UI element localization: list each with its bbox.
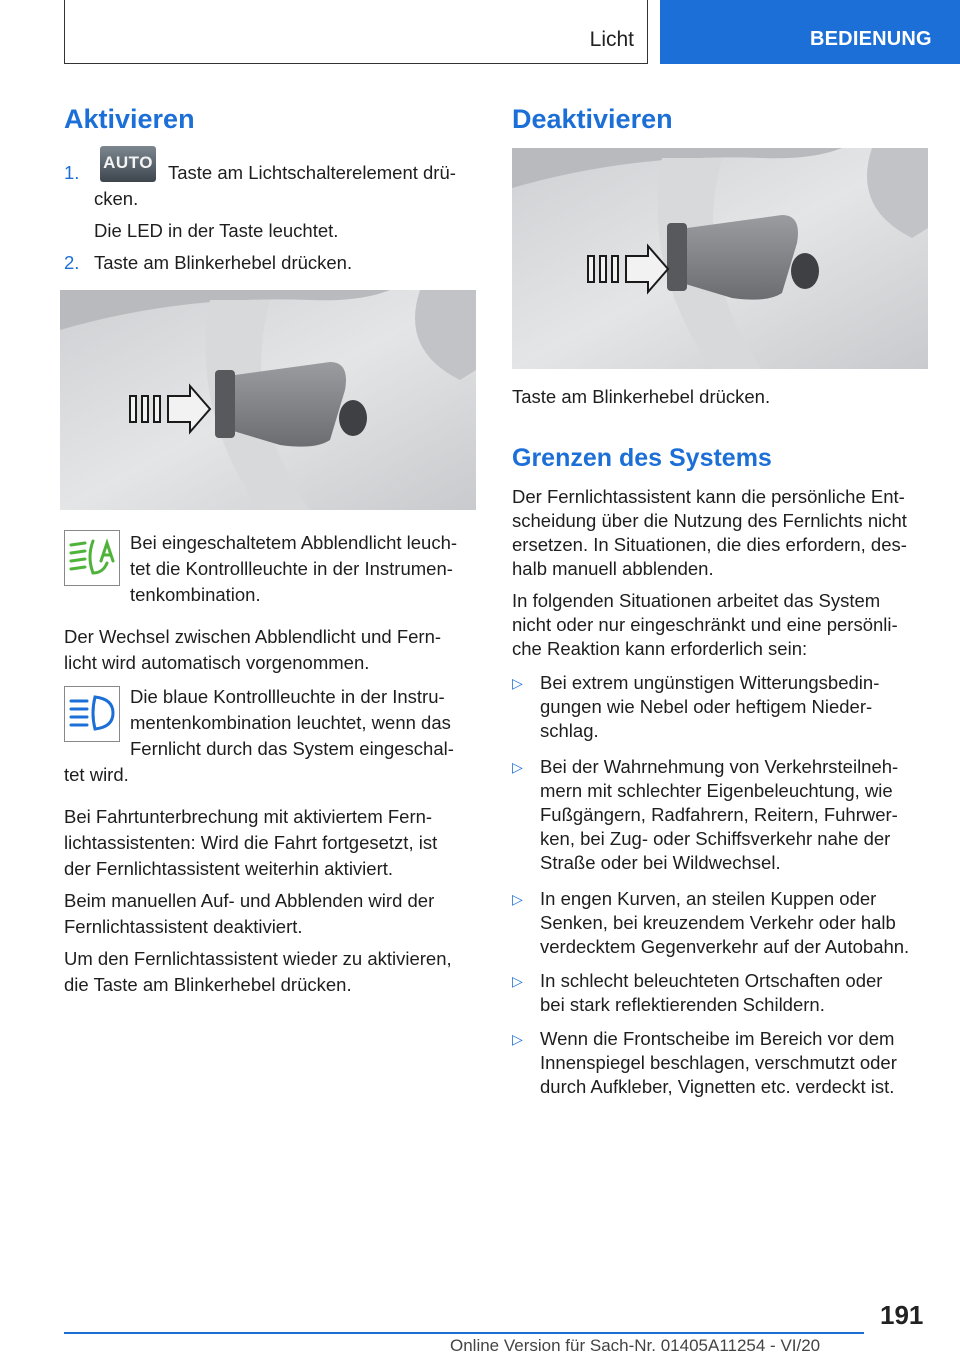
para-1-line-1: Der Wechsel zwischen Abblendlicht und Fern- bbox=[64, 626, 442, 647]
r-para-1-line-2: scheidung über die Nutzung des Fernlichts nicht bbox=[512, 510, 907, 531]
bullet-4-line-1: In schlecht beleuchteten Ortschaften oder bbox=[540, 970, 883, 991]
lever-illustration bbox=[60, 290, 476, 510]
bullet-2-line-3: Fußgängern, Radfahrern, Reitern, Fuhrwer- bbox=[540, 804, 898, 825]
para-1-line-2: licht wird automatisch vorgenommen. bbox=[64, 652, 370, 673]
r-para-2-line-2: nicht oder nur eingeschränkt und eine persönli- bbox=[512, 614, 898, 635]
heading-grenzen: Grenzen des Systems bbox=[512, 444, 772, 472]
bullet-3-line-1: In engen Kurven, an steilen Kuppen oder bbox=[540, 888, 877, 909]
step-2-number: 2. bbox=[64, 252, 80, 273]
low-beam-indicator-box bbox=[64, 530, 120, 586]
r-para-1-line-3: ersetzen. In Situationen, die dies erfordern, des- bbox=[512, 534, 907, 555]
step-1-result: Die LED in der Taste leuchtet. bbox=[94, 220, 339, 241]
header-frame bbox=[64, 0, 648, 64]
bullet-5-line-2: Innenspiegel beschlagen, verschmutzt oder bbox=[540, 1052, 897, 1073]
lever-illustration-2 bbox=[512, 148, 928, 369]
step-1-text-a: Taste am Lichtschalterelement drü- bbox=[168, 162, 456, 183]
step-2-text: Taste am Blinkerhebel drücken. bbox=[94, 252, 353, 273]
heading-deaktivieren: Deaktivieren bbox=[512, 104, 673, 134]
bullet-4-marker: ▷ bbox=[512, 973, 523, 989]
step-1-text-b: cken. bbox=[94, 188, 139, 209]
para-4-line-2: die Taste am Blinkerhebel drücken. bbox=[64, 974, 352, 995]
bullet-1-marker: ▷ bbox=[512, 675, 523, 691]
note-1-line-3: tenkombination. bbox=[130, 584, 261, 605]
bullet-4-line-2: bei stark reflektierenden Schildern. bbox=[540, 994, 825, 1015]
step-1-number: 1. bbox=[64, 162, 80, 183]
bullet-3-line-3: verdecktem Gegenverkehr auf der Autobahn. bbox=[540, 936, 910, 957]
bullet-2-line-4: ken, bei Zug- oder Schiffsverkehr nahe der bbox=[540, 828, 891, 849]
para-3-line-1: Beim manuellen Auf- und Abblenden wird der bbox=[64, 890, 435, 911]
bullet-1-line-2: gungen wie Nebel oder heftigem Nieder- bbox=[540, 696, 873, 717]
note-1-line-1: Bei eingeschaltetem Abblendlicht leuch- bbox=[130, 532, 458, 553]
r-para-2-line-3: che Reaktion kann erforderlich sein: bbox=[512, 638, 808, 659]
para-4-line-1: Um den Fernlichtassistent wieder zu aktivieren, bbox=[64, 948, 452, 969]
bullet-1-line-1: Bei extrem ungünstigen Witterungsbedin- bbox=[540, 672, 880, 693]
para-2-line-2: lichtassistenten: Wird die Fahrt fortgesetzt, ist bbox=[64, 832, 438, 853]
note-2-line-1: Die blaue Kontrollleuchte in der Instru- bbox=[130, 686, 445, 707]
bullet-2-marker: ▷ bbox=[512, 759, 523, 775]
bullet-3-marker: ▷ bbox=[512, 891, 523, 907]
note-2-line-4: tet wird. bbox=[64, 764, 129, 785]
page-number: 191 bbox=[880, 1300, 924, 1330]
heading-aktivieren: Aktivieren bbox=[64, 104, 195, 134]
header-chapter-tab bbox=[660, 0, 960, 64]
bullet-2-line-5: Straße oder bei Wildwechsel. bbox=[540, 852, 781, 873]
r-para-1-line-4: halb manuell abblenden. bbox=[512, 558, 714, 579]
header-chapter-label: BEDIENUNG bbox=[810, 28, 932, 50]
bullet-5-line-3: durch Aufkleber, Vignetten etc. verdeckt ist. bbox=[540, 1076, 895, 1097]
auto-key-icon: AUTO bbox=[100, 146, 156, 182]
para-2-line-1: Bei Fahrtunterbrechung mit aktiviertem Fern- bbox=[64, 806, 433, 827]
photo-caption: Taste am Blinkerhebel drücken. bbox=[512, 386, 771, 407]
bullet-3-line-2: Senken, bei kreuzendem Verkehr oder halb bbox=[540, 912, 896, 933]
r-para-2-line-1: In folgenden Situationen arbeitet das System bbox=[512, 590, 881, 611]
bullet-1-line-3: schlag. bbox=[540, 720, 599, 741]
turn-signal-lever-photo-2 bbox=[512, 148, 928, 369]
header-section-title: Licht bbox=[589, 28, 634, 51]
bullet-2-line-2: mern mit schlechter Eigenbeleuchtung, wie bbox=[540, 780, 893, 801]
r-para-1-line-1: Der Fernlichtassistent kann die persönliche Ent- bbox=[512, 486, 905, 507]
high-beam-indicator-box bbox=[64, 686, 120, 742]
turn-signal-lever-photo bbox=[60, 290, 476, 510]
note-2-line-3: Fernlicht durch das System eingeschal- bbox=[130, 738, 454, 759]
footer-online-version: Online Version für Sach-Nr. 01405A11254 - VI/20 bbox=[450, 1336, 821, 1355]
auto-low-beam-indicator-icon bbox=[65, 531, 119, 585]
para-2-line-3: der Fernlichtassistent weiterhin aktiviert. bbox=[64, 858, 394, 879]
high-beam-indicator-icon bbox=[65, 687, 119, 741]
note-2-line-2: mentenkombination leuchtet, wenn das bbox=[130, 712, 451, 733]
bullet-5-marker: ▷ bbox=[512, 1031, 523, 1047]
bullet-2-line-1: Bei der Wahrnehmung von Verkehrsteilneh- bbox=[540, 756, 899, 777]
bullet-5-line-1: Wenn die Frontscheibe im Bereich vor dem bbox=[540, 1028, 895, 1049]
footer-rule bbox=[64, 1332, 864, 1334]
para-3-line-2: Fernlichtassistent deaktiviert. bbox=[64, 916, 303, 937]
note-1-line-2: tet die Kontrollleuchte in der Instrumen- bbox=[130, 558, 453, 579]
